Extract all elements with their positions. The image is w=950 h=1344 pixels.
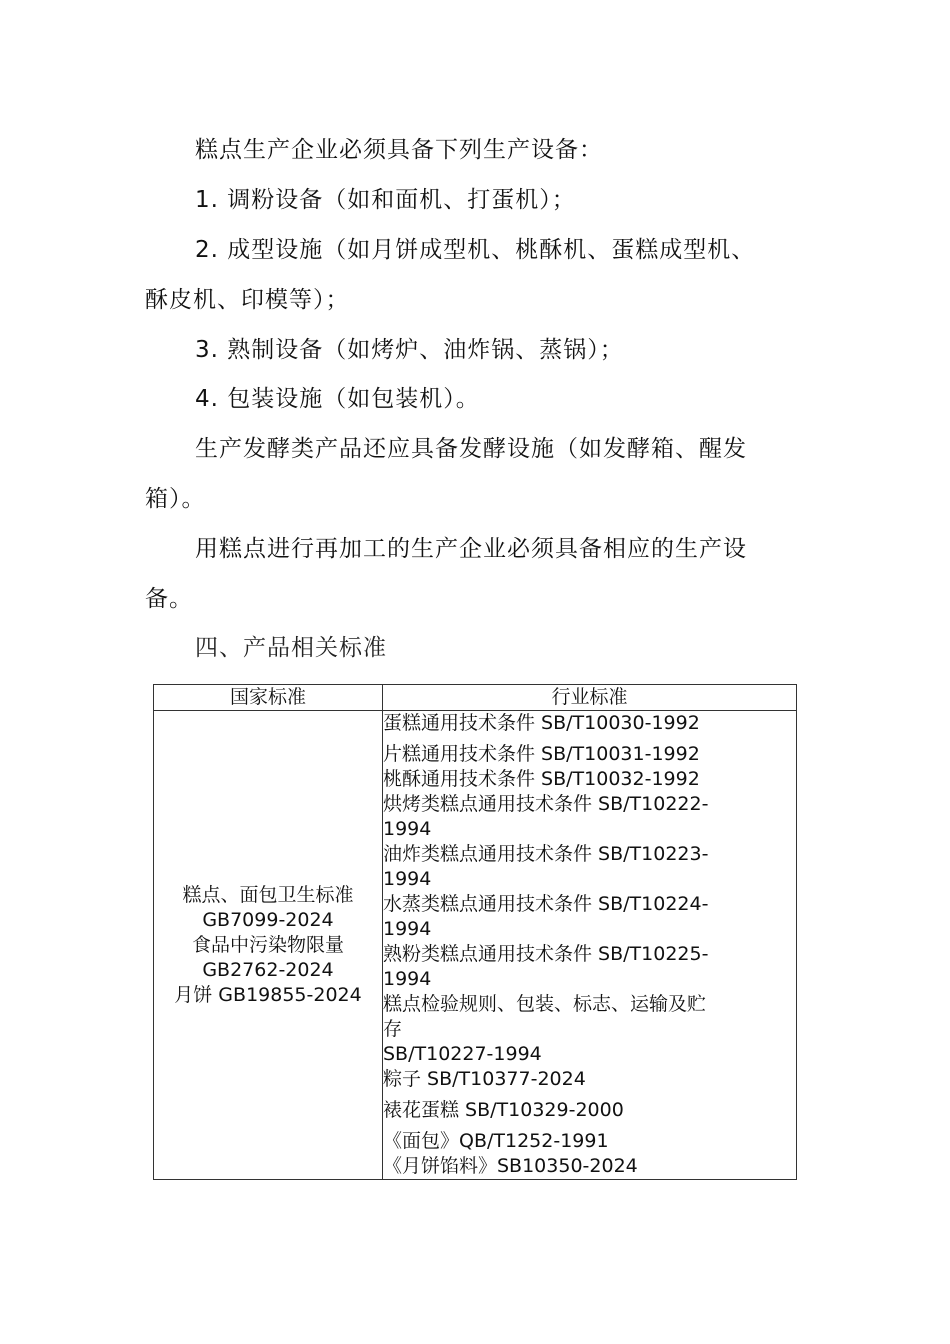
- list-item-packaging-equipment: 4. 包装设施（如包装机）。: [195, 386, 480, 412]
- list-item-mixing-equipment: 1. 调粉设备（如和面机、打蛋机）；: [195, 187, 576, 213]
- industry-standard-line: 《面包》QB/T1252-1991: [383, 1130, 609, 1152]
- paragraph-reprocessing: 用糕点进行再加工的生产企业必须具备相应的生产设: [195, 536, 747, 562]
- paragraph-reprocessing-cont: 备。: [145, 586, 193, 612]
- industry-standard-line: 糕点检验规则、包装、标志、运输及贮: [383, 993, 707, 1015]
- industry-standard-line: 1994: [383, 868, 432, 890]
- industry-standard-line: 裱花蛋糕 SB/T10329-2000: [383, 1099, 624, 1121]
- national-standard-line: 糕点、面包卫生标准: [182, 883, 354, 906]
- industry-standard-line: 烘烤类糕点通用技术条件 SB/T10222-: [383, 793, 709, 815]
- list-item-forming-equipment: 2. 成型设施（如月饼成型机、桃酥机、蛋糕成型机、: [195, 237, 756, 263]
- paragraph-fermentation-cont: 箱）。: [145, 486, 206, 512]
- table-header-row: [154, 685, 797, 711]
- industry-standard-line: 水蒸类糕点通用技术条件 SB/T10224-: [383, 893, 709, 915]
- industry-standard-line: 蛋糕通用技术条件 SB/T10030-1992: [383, 712, 700, 734]
- header-national-standard: 国家标准: [154, 685, 383, 711]
- industry-standard-line: 《月饼馅料》SB10350-2024: [383, 1155, 638, 1177]
- industry-standard-line: SB/T10227-1994: [383, 1043, 542, 1065]
- industry-standard-line: 油炸类糕点通用技术条件 SB/T10223-: [383, 843, 709, 865]
- industry-standard-line: 1994: [383, 818, 432, 840]
- paragraph-fermentation: 生产发酵类产品还应具备发酵设施（如发酵箱、醒发: [195, 436, 747, 462]
- industry-standard-line: 1994: [383, 918, 432, 940]
- national-standard-line: 月饼 GB19855-2024: [174, 983, 362, 1006]
- standards-table: [153, 684, 797, 1180]
- national-standards-cell: [154, 711, 383, 1180]
- industry-standard-line: 桃酥通用技术条件 SB/T10032-1992: [383, 768, 700, 790]
- industry-standard-line: 熟粉类糕点通用技术条件 SB/T10225-: [383, 943, 709, 965]
- header-industry-standard: 行业标准: [383, 685, 797, 711]
- national-standard-line: 食品中污染物限量: [191, 933, 344, 956]
- table-row: [154, 711, 797, 1180]
- list-item-forming-equipment-cont: 酥皮机、印模等）；: [145, 287, 350, 313]
- paragraph-equipment-intro: 糕点生产企业必须具备下列生产设备：: [195, 137, 603, 163]
- list-item-cooking-equipment: 3. 熟制设备（如烤炉、油炸锅、蒸锅）；: [195, 337, 624, 363]
- national-standard-line: GB2762-2024: [202, 958, 334, 981]
- industry-standard-line: 片糕通用技术条件 SB/T10031-1992: [383, 743, 700, 765]
- industry-standard-line: 1994: [383, 968, 432, 990]
- industry-standard-line: 粽子 SB/T10377-2024: [383, 1068, 586, 1090]
- industry-standards-cell: [383, 711, 797, 1180]
- industry-standard-line: 存: [383, 1018, 403, 1040]
- national-standard-line: GB7099-2024: [202, 908, 334, 931]
- section-heading: 四、产品相关标准: [195, 635, 387, 661]
